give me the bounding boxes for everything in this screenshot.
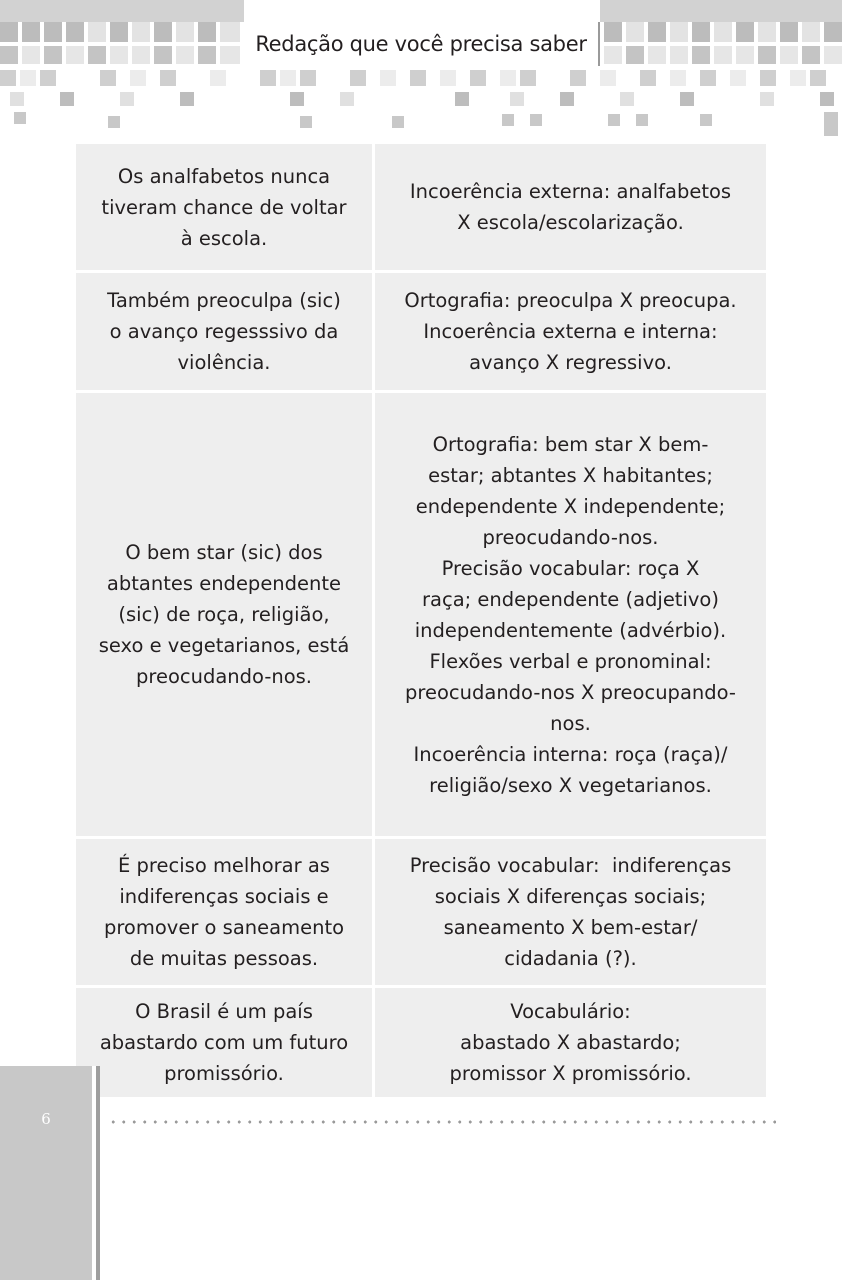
- cell-line: de muitas pessoas.: [129, 947, 319, 970]
- cell-line: O bem star (sic) dos: [125, 541, 323, 564]
- cell-line: sociais X diferenças sociais;: [434, 885, 707, 908]
- cell-line: Precisão vocabular: roça X: [441, 556, 700, 580]
- cell-line: promover o saneamento: [103, 916, 345, 939]
- table-row: [76, 273, 766, 393]
- cell-line: abastado X abastardo;: [460, 1031, 681, 1054]
- cell-line: avanço X regressivo.: [469, 351, 672, 374]
- cell-line: Ortografia: bem star X bem-: [432, 432, 709, 456]
- cell-line: É preciso melhorar as: [118, 854, 330, 877]
- cell-line: Também preoculpa (sic): [107, 289, 341, 312]
- cell-line: preocudando-nos X preocupando-: [405, 680, 736, 704]
- cell-line: saneamento X bem-estar/: [443, 916, 698, 939]
- cell-line: raça; endependente (adjetivo): [422, 587, 719, 611]
- cell-line: O Brasil é um país: [135, 1000, 313, 1023]
- table-row: [76, 144, 766, 273]
- cell-line: X escola/escolarização.: [457, 211, 684, 234]
- table-cell-analysis: [375, 988, 766, 1097]
- running-header-title: Redação que você precisa saber: [255, 32, 587, 56]
- cell-line: estar; abtantes X habitantes;: [428, 463, 713, 487]
- table-cell-analysis: [375, 144, 766, 270]
- table-cell-analysis: [375, 273, 766, 390]
- cell-line: independentemente (advérbio).: [414, 618, 727, 642]
- page-number: 6: [41, 1110, 51, 1128]
- table-cell-sentence: [76, 144, 375, 270]
- table-cell-sentence: [76, 273, 375, 390]
- cell-line: indiferenças sociais e: [119, 885, 329, 908]
- cell-line: sexo e vegetarianos, está: [98, 634, 350, 657]
- cell-line: promissor X promissório.: [449, 1062, 692, 1085]
- dotted-rule: [108, 1120, 776, 1124]
- cell-line: abastardo com um futuro: [99, 1031, 349, 1054]
- cell-line: preocudando-nos.: [135, 665, 312, 688]
- cell-line: Precisão vocabular: indiferenças: [409, 854, 732, 877]
- table-cell-sentence: [76, 988, 375, 1097]
- cell-line: religião/sexo X vegetarianos.: [429, 773, 712, 797]
- cell-line: promissório.: [164, 1062, 284, 1085]
- cell-line: preocudando-nos.: [482, 525, 659, 549]
- table-cell-sentence: [76, 393, 375, 836]
- cell-line: abtantes endependente: [106, 572, 342, 595]
- cell-line: Incoerência interna: roça (raça)/: [413, 742, 728, 766]
- cell-line: cidadania (?).: [504, 947, 637, 970]
- corrections-table: [76, 144, 766, 1100]
- cell-line: endependente X independente;: [415, 494, 726, 518]
- cell-line: violência.: [177, 351, 271, 374]
- cell-line: tiveram chance de voltar: [101, 195, 347, 219]
- cell-line: nos.: [550, 711, 591, 735]
- header-mosaic: [0, 0, 842, 140]
- cell-line: (sic) de roça, religião,: [118, 603, 330, 626]
- table-row: [76, 393, 766, 839]
- page-number-tab: [0, 1066, 96, 1280]
- header-title-box: [244, 22, 600, 66]
- table-cell-analysis: [375, 839, 766, 985]
- cell-line: à escola.: [180, 226, 268, 250]
- table-cell-sentence: [76, 839, 375, 985]
- table-row: [76, 839, 766, 988]
- pixel-pattern: [0, 0, 842, 140]
- cell-line: Flexões verbal e pronominal:: [429, 649, 712, 673]
- cell-line: Incoerência externa: analfabetos: [409, 180, 732, 203]
- table-row: [76, 988, 766, 1100]
- cell-line: Incoerência externa e interna:: [423, 320, 718, 343]
- cell-line: o avanço regesssivo da: [109, 320, 339, 343]
- cell-line: Ortografia: preoculpa X preocupa.: [404, 289, 737, 312]
- table-cell-analysis: [375, 393, 766, 836]
- cell-line: Vocabulário:: [510, 1000, 631, 1023]
- cell-line: Os analfabetos nunca: [117, 164, 331, 188]
